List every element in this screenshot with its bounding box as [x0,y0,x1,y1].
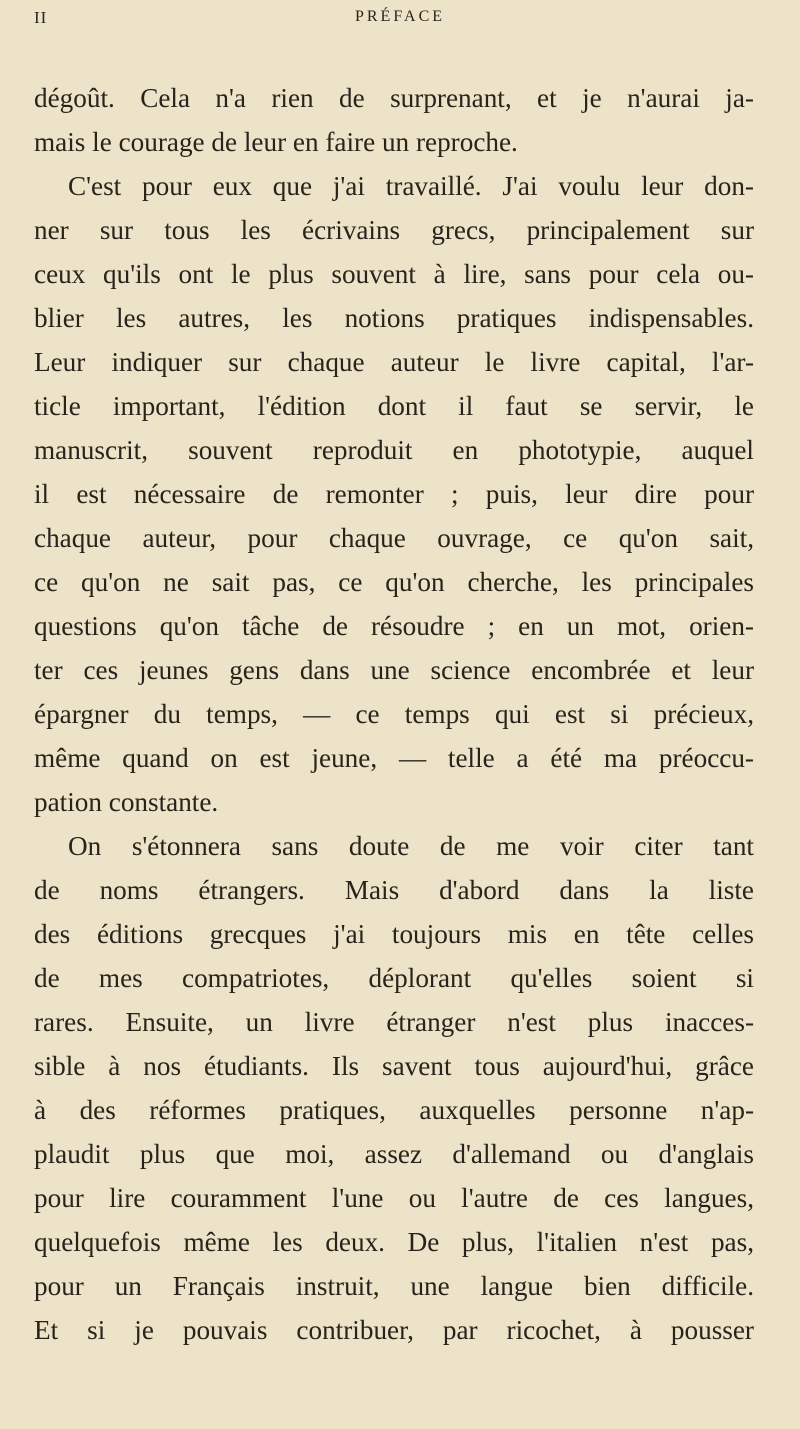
page-number: II [34,8,48,27]
text-line: de mes compatriotes, déplorant qu'elles soient si [34,963,754,993]
text-line: ceux qu'ils ont le plus souvent à lire, sans pour cela ou- [34,259,754,289]
text-line: plaudit plus que moi, assez d'allemand ou d'anglais [34,1139,754,1169]
running-head [0,8,800,34]
text-line: sible à nos étudiants. Ils savent tous aujourd'hui, grâce [34,1051,754,1081]
text-line: mais le courage de leur en faire un reproche. [34,127,518,157]
text-line: dégoût. Cela n'a rien de surprenant, et je n'aurai ja- [34,83,754,113]
text-line: il est nécessaire de remonter ; puis, leur dire pour [34,479,754,509]
text-line: ner sur tous les écrivains grecs, principalement sur [34,215,754,245]
text-line: pour lire couramment l'une ou l'autre de ces langues, [34,1183,754,1213]
text-line: On s'étonnera sans doute de me voir citer tant [68,831,754,861]
text-line: même quand on est jeune, — telle a été ma préoccu- [34,743,754,773]
text-line: questions qu'on tâche de résoudre ; en un mot, orien- [34,611,754,641]
text-line: manuscrit, souvent reproduit en phototypie, auquel [34,435,754,465]
text-line: pour un Français instruit, une langue bien difficile. [34,1271,754,1301]
text-line: C'est pour eux que j'ai travaillé. J'ai voulu leur don- [68,171,754,201]
text-line: de noms étrangers. Mais d'abord dans la liste [34,875,754,905]
body-text [34,76,754,1352]
text-line: ticle important, l'édition dont il faut se servir, le [34,391,754,421]
text-line: Et si je pouvais contribuer, par ricochet, à pousser [34,1315,754,1345]
text-line: blier les autres, les notions pratiques indispensables. [34,303,754,333]
text-line: chaque auteur, pour chaque ouvrage, ce qu'on sait, [34,523,754,553]
text-line: pation constante. [34,787,219,817]
text-line: épargner du temps, — ce temps qui est si précieux, [34,699,754,729]
text-line: ter ces jeunes gens dans une science encombrée et leur [34,655,754,685]
running-title: PRÉFACE [354,8,446,25]
text-line: des éditions grecques j'ai toujours mis en tête celles [34,919,754,949]
text-line: rares. Ensuite, un livre étranger n'est plus inacces- [34,1007,754,1037]
text-line: quelquefois même les deux. De plus, l'italien n'est pas, [34,1227,754,1257]
text-line: ce qu'on ne sait pas, ce qu'on cherche, les principales [34,567,754,597]
text-line: à des réformes pratiques, auxquelles personne n'ap- [34,1095,754,1125]
text-line: Leur indiquer sur chaque auteur le livre capital, l'ar- [34,347,754,377]
